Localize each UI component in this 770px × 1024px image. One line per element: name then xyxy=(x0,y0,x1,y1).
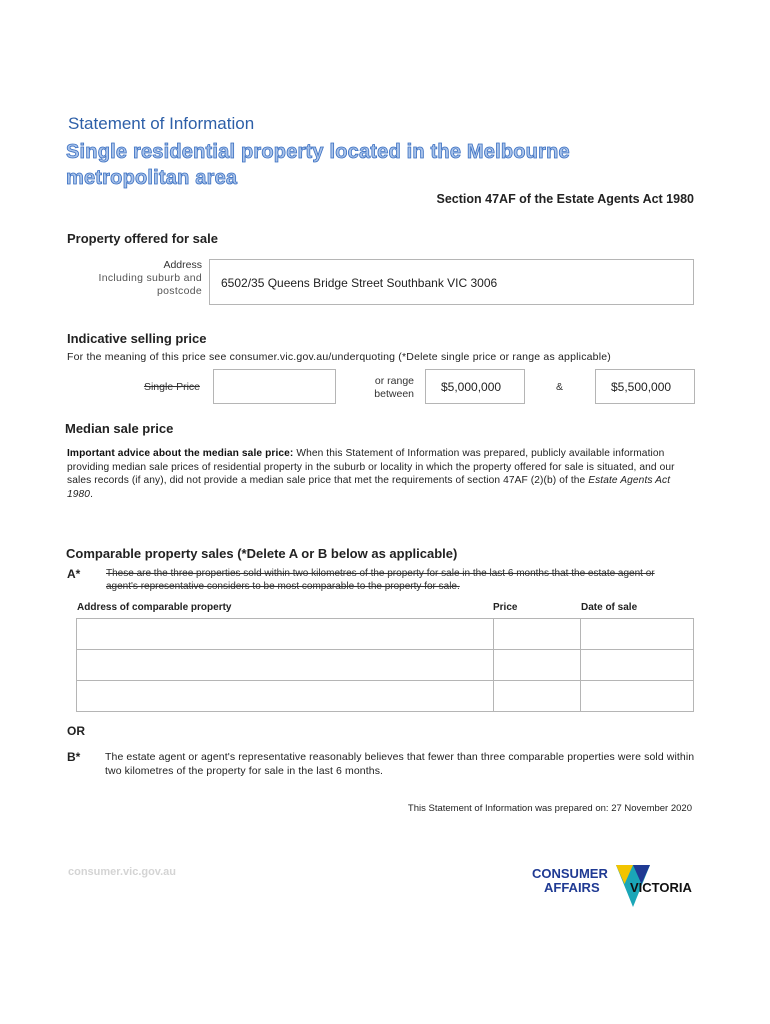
comparable-address-cell[interactable] xyxy=(77,650,494,681)
option-b-label: B* xyxy=(67,750,81,764)
median-advice-paragraph xyxy=(67,447,692,501)
address-sublabel: Including suburb and postcode xyxy=(98,272,202,297)
median-act-name: Estate Agents Act 1980 xyxy=(67,475,671,500)
document-supertitle: Statement of Information xyxy=(68,114,255,133)
address-label-group xyxy=(84,259,202,298)
range-ampersand: & xyxy=(556,381,564,393)
property-heading: Property offered for sale xyxy=(67,231,218,246)
price-low-value: $5,000,000 xyxy=(441,380,502,394)
option-a-label: A* xyxy=(67,567,81,581)
footer-url: consumer.vic.gov.au xyxy=(68,866,177,878)
consumer-affairs-victoria-logo xyxy=(530,860,700,910)
median-advice-bold: Important advice about the median sale price: xyxy=(67,448,294,459)
col-price-header: Price xyxy=(493,602,518,613)
comparable-table xyxy=(76,618,694,712)
comparable-price-cell[interactable] xyxy=(494,681,581,712)
logo-consumer: CONSUMER xyxy=(532,866,608,881)
logo-affairs: AFFAIRS xyxy=(544,880,600,895)
prepared-date: This Statement of Information was prepared on: 27 November 2020 xyxy=(407,803,692,814)
or-label: OR xyxy=(67,724,85,738)
table-row xyxy=(77,681,694,712)
document-title: Single residential property located in the Melbourne metropolitan area xyxy=(66,141,570,189)
act-section-reference: Section 47AF of the Estate Agents Act 1980 xyxy=(436,192,694,206)
comparable-address-cell[interactable] xyxy=(77,619,494,650)
comparable-date-cell[interactable] xyxy=(581,619,694,650)
comparable-price-cell[interactable] xyxy=(494,619,581,650)
comparable-price-cell[interactable] xyxy=(494,650,581,681)
comparable-address-cell[interactable] xyxy=(77,681,494,712)
col-date-header: Date of sale xyxy=(581,602,638,613)
median-advice-text: When this Statement of Information was prepared, publicly available information providing median sale prices of residential property in the suburb or locality in which the property offered for sale is situated, and our sales records (if any), did not provide a median sale price that met the requirements of section 47AF (2)(b) of the xyxy=(67,448,675,486)
median-period: . xyxy=(90,488,94,500)
table-row xyxy=(77,619,694,650)
option-b-text: The estate agent or agent's representative reasonably believes that fewer than three comparable properties were sold within two kilometres of the property for sale in the last 6 months. xyxy=(105,751,695,777)
logo-victoria: VICTORIA xyxy=(630,880,692,895)
indicative-price-heading: Indicative selling price xyxy=(67,331,207,346)
comparable-date-cell[interactable] xyxy=(581,650,694,681)
table-row xyxy=(77,650,694,681)
single-price-label: Single Price xyxy=(143,381,200,393)
price-high-value: $5,500,000 xyxy=(611,380,672,394)
address-label: Address xyxy=(163,259,202,271)
option-a-text: These are the three properties sold within two kilometres of the property for sale in the last 6 months that the estate agent or agent's representative considers to be most comparable to the property for sale. xyxy=(106,568,655,592)
col-address-header: Address of comparable property xyxy=(77,602,232,613)
range-label: or range between xyxy=(374,375,414,400)
address-value: 6502/35 Queens Bridge Street Southbank VIC 3006 xyxy=(221,276,498,290)
median-heading: Median sale price xyxy=(65,421,174,436)
single-price-field[interactable] xyxy=(213,369,336,404)
price-meaning-note: For the meaning of this price see consumer.vic.gov.au/underquoting (*Delete single price or range as applicable) xyxy=(67,351,611,363)
comparable-heading: Comparable property sales (*Delete A or B below as applicable) xyxy=(66,546,458,561)
comparable-date-cell[interactable] xyxy=(581,681,694,712)
